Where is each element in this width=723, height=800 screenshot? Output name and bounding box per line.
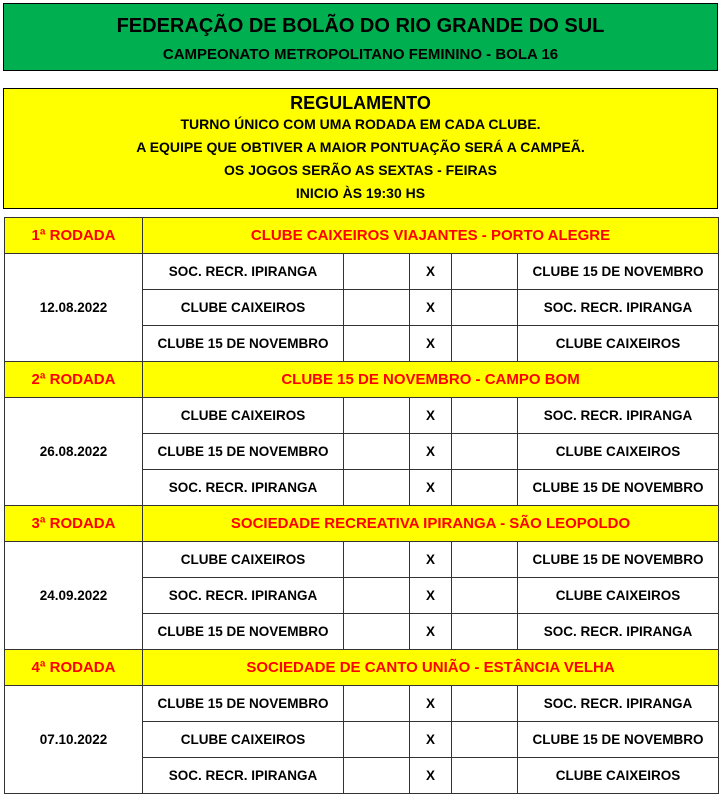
match-row — [5, 686, 719, 722]
round-header-row — [5, 650, 719, 686]
home-score-cell — [344, 254, 410, 290]
round-label: 2ª RODADA — [5, 362, 143, 398]
regulamento-title: REGULAMENTO — [290, 93, 431, 113]
regulamento-box — [3, 88, 718, 209]
round-label: 3ª RODADA — [5, 506, 143, 542]
round-date: 07.10.2022 — [5, 686, 143, 794]
versus-mark: X — [410, 578, 452, 614]
home-score-cell — [344, 614, 410, 650]
round-venue: CLUBE CAIXEIROS VIAJANTES - PORTO ALEGRE — [143, 218, 719, 254]
championship-subtitle: CAMPEONATO METROPOLITANO FEMININO - BOLA 16 — [162, 46, 559, 63]
match-home-team: CLUBE CAIXEIROS — [143, 542, 344, 578]
regulamento-line: A EQUIPE QUE OBTIVER A MAIOR PONTUAÇÃO SERÁ A CAMPEÃ. — [136, 139, 585, 155]
home-score-cell — [344, 542, 410, 578]
away-score-cell — [452, 470, 518, 506]
versus-mark: X — [410, 686, 452, 722]
match-away-team: SOC. RECR. IPIRANGA — [518, 686, 719, 722]
match-home-team: CLUBE CAIXEIROS — [143, 290, 344, 326]
regulamento-line: TURNO ÚNICO COM UMA RODADA EM CADA CLUBE. — [180, 116, 541, 132]
round-label: 1ª RODADA — [5, 218, 143, 254]
away-score-cell — [452, 398, 518, 434]
versus-mark: X — [410, 542, 452, 578]
match-home-team: CLUBE 15 DE NOVEMBRO — [143, 326, 344, 362]
away-score-cell — [452, 254, 518, 290]
versus-mark: X — [410, 470, 452, 506]
versus-mark: X — [410, 722, 452, 758]
match-away-team: CLUBE 15 DE NOVEMBRO — [518, 722, 719, 758]
regulamento-line: OS JOGOS SERÃO AS SEXTAS - FEIRAS — [223, 162, 498, 178]
match-away-team: SOC. RECR. IPIRANGA — [518, 290, 719, 326]
match-away-team: SOC. RECR. IPIRANGA — [518, 398, 719, 434]
home-score-cell — [344, 398, 410, 434]
round-venue: CLUBE 15 DE NOVEMBRO - CAMPO BOM — [143, 362, 719, 398]
match-row — [5, 254, 719, 290]
home-score-cell — [344, 470, 410, 506]
round-date: 12.08.2022 — [5, 254, 143, 362]
home-score-cell — [344, 686, 410, 722]
home-score-cell — [344, 326, 410, 362]
home-score-cell — [344, 722, 410, 758]
schedule-table — [4, 217, 719, 794]
versus-mark: X — [410, 434, 452, 470]
round-label: 4ª RODADA — [5, 650, 143, 686]
away-score-cell — [452, 434, 518, 470]
match-away-team: CLUBE CAIXEIROS — [518, 578, 719, 614]
home-score-cell — [344, 434, 410, 470]
match-home-team: SOC. RECR. IPIRANGA — [143, 578, 344, 614]
away-score-cell — [452, 758, 518, 794]
away-score-cell — [452, 722, 518, 758]
round-header-row — [5, 218, 719, 254]
match-away-team: CLUBE CAIXEIROS — [518, 758, 719, 794]
match-away-team: CLUBE CAIXEIROS — [518, 326, 719, 362]
federation-header — [3, 3, 718, 71]
match-away-team: CLUBE CAIXEIROS — [518, 434, 719, 470]
versus-mark: X — [410, 326, 452, 362]
regulamento-line: INICIO ÀS 19:30 HS — [295, 185, 426, 201]
match-home-team: SOC. RECR. IPIRANGA — [143, 470, 344, 506]
round-date: 26.08.2022 — [5, 398, 143, 506]
match-away-team: CLUBE 15 DE NOVEMBRO — [518, 542, 719, 578]
home-score-cell — [344, 290, 410, 326]
versus-mark: X — [410, 398, 452, 434]
away-score-cell — [452, 578, 518, 614]
match-away-team: CLUBE 15 DE NOVEMBRO — [518, 470, 719, 506]
away-score-cell — [452, 614, 518, 650]
match-home-team: CLUBE CAIXEIROS — [143, 398, 344, 434]
federation-title: FEDERAÇÃO DE BOLÃO DO RIO GRANDE DO SUL — [116, 15, 605, 37]
versus-mark: X — [410, 290, 452, 326]
away-score-cell — [452, 542, 518, 578]
match-home-team: CLUBE CAIXEIROS — [143, 722, 344, 758]
versus-mark: X — [410, 758, 452, 794]
away-score-cell — [452, 326, 518, 362]
match-home-team: SOC. RECR. IPIRANGA — [143, 254, 344, 290]
match-row — [5, 542, 719, 578]
match-row — [5, 398, 719, 434]
away-score-cell — [452, 686, 518, 722]
match-home-team: CLUBE 15 DE NOVEMBRO — [143, 614, 344, 650]
round-venue: SOCIEDADE RECREATIVA IPIRANGA - SÃO LEOPOLDO — [143, 506, 719, 542]
round-header-row — [5, 506, 719, 542]
round-header-row — [5, 362, 719, 398]
match-away-team: CLUBE 15 DE NOVEMBRO — [518, 254, 719, 290]
match-home-team: CLUBE 15 DE NOVEMBRO — [143, 686, 344, 722]
versus-mark: X — [410, 614, 452, 650]
match-home-team: CLUBE 15 DE NOVEMBRO — [143, 434, 344, 470]
versus-mark: X — [410, 254, 452, 290]
away-score-cell — [452, 290, 518, 326]
round-venue: SOCIEDADE DE CANTO UNIÃO - ESTÂNCIA VELHA — [143, 650, 719, 686]
match-home-team: SOC. RECR. IPIRANGA — [143, 758, 344, 794]
home-score-cell — [344, 758, 410, 794]
match-away-team: SOC. RECR. IPIRANGA — [518, 614, 719, 650]
home-score-cell — [344, 578, 410, 614]
round-date: 24.09.2022 — [5, 542, 143, 650]
